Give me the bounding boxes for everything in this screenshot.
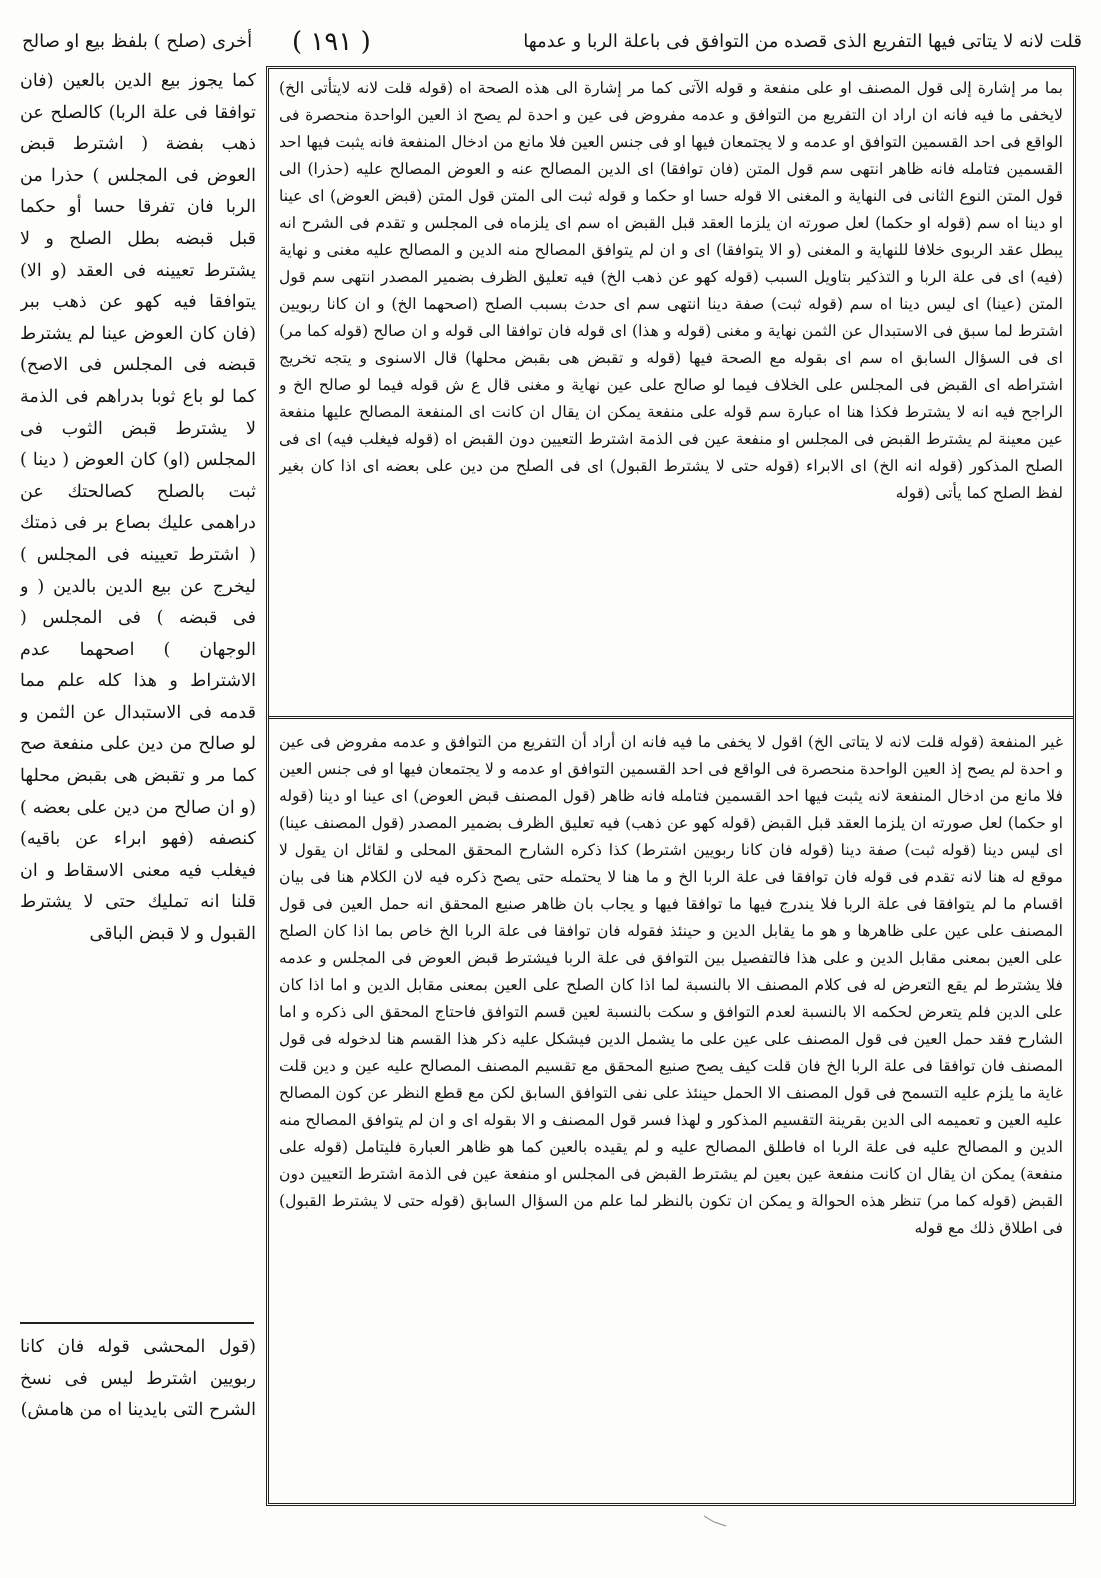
side-note-text: (قول المحشى قوله فان كانا ربويين اشترط ليس فى نسخ الشرح التى بايدينا اه من هامش) <box>20 1337 256 1421</box>
side-text: كما يجوز بيع الدين بالعين (فان توافقا فى علة الربا) كالصلح عن ذهب بفضة ( اشترط قبض العوض فى المجلس ) حذرا من الربا فان تفرقا حسا أو حكما قبل قبضه بطل الصلح و لا يشترط تعيينه فى العقد (و الا) يتوافقا فيه كهو عن ذهب ببر (فان كان العوض عينا لم يشترط قبضه فى المجلس فى الاصح) كما لو باع ثوبا بدراهم فى الذمة لا يشترط قبض الثوب فى المجلس (او) كان العوض ( دينا ) ثبت بالصلح كصالحتك عن دراهمى عليك بصاع بر فى ذمتك ( اشترط تعيينه فى المجلس ) ليخرج عن بيع الدين بالدين ( و فى قبضه ) فى المجلس ( الوجهان ) اصحهما عدم الاشتراط و هذا كله علم مما قدمه فى الاستبدال عن الثمن و لو صالح من دين على منفعة صح كما مر و تقبض هى بقبض محلها (و ان صالح من دين على بعضه ) كنصفه (فهو ابراء عن باقيه) فيغلب فيه معنى الاسقاط و ان قلنا انه تمليك حتى لا يشترط القبول و لا قبض الباقى <box>20 71 256 945</box>
page-header <box>22 22 1082 62</box>
side-catchword: أخرى (صلح ) بلفظ بيع او صالح <box>22 31 253 52</box>
page-number: ( ١٩١ ) <box>292 27 371 57</box>
commentary-block-upper <box>279 75 1063 707</box>
side-main-text <box>20 66 256 1306</box>
commentary-text-lower: غير المنفعة (قوله قلت لانه لا يتاتى الخ) اقول لا يخفى ما فيه فانه ان أراد أن التفريع من التوافق و عدمه مفروض فى عين و احدة لم يصح إذ العين الواحدة منحصرة فى الواقع فى احد القسمين التوافق او عدمه و لا يجتمعان فيها او فى جنس العين فلا مانع من ادخال المنفعة لانه يثبت فيها احد القسمين فتامله فانه ظاهر (قول المصنف قبض العوض) اى عينا او دينا (قوله او حكما) لعل صورته ان يلزما العقد قبل القبض (قوله كهو عن ذهب) فيه تعليق الظرف بضمير المصدر (قول المصنف عينا) اى ليس دينا (قوله ثبت) صفة دينا (قوله فان كانا ربويين اشترط) كذا ذكره الشارح المحقق المحلى و لقائل ان يقول لا موقع له هنا لانه تقدم فى قوله فان توافقا فى علة الربا الخ و ما هنا لا يحتمله حتى يصح ذكره فيه لان الكلام هنا فى بيان اقسام ما لم يتوافقا فى علة الربا فلا يندرج فيها ما توافقا فيها و يجاب بان ظاهر صنيع المحقق انه حمل العين فى قول المصنف على عين على ظاهرها و هو ما يقابل الدين و حينئذ فقوله فان توافقا فى علة الربا الخ خاص بما اذا كان الصلح على العين بمعنى مقابل الدين و على هذا فالتفصيل بين التوافق فى علة الربا فيشترط قبض العوض فى المجلس و عدمه فلا يشترط لم يقع التعرض له فى كلام المصنف الا بالنسبة لما اذا كان الصلح على العين بمعنى مقابل الدين و اما اذا كان على الدين فلم يتعرض لحكمه الا بالنسبة لعدم التوافق و سكت بالنسبة لعين قسم التوافق فاحتاج المحقق الى ذكره و اما الشارح فقد حمل العين فى قول المصنف على عين على ما يشمل الدين فيشكل عليه ذكر هذا القسم هنا لدخوله فى قول المصنف فان توافقا فى علة الربا الخ فان قلت كيف يصح صنيع المحقق مع تقسيم المصنف المصالح عليه عين و دين قلت غاية ما يلزم عليه التسمح فى قول المصنف الا الحمل حينئذ على نفى التوافق السابق لكن مع قطع النظر عن كون المصالح عليه العين و تعميمه الى الدين بقرينة التقسيم المذكور و لهذا فسر قول المصنف و الا بقوله اى و ان لم يتوافق المصالح منه الدين و المصالح عليه فى علة الربا اه فاطلق المصالح عليه و لم يقيده بالعين كما هو ظاهر العبارة فليتامل (قوله على منفعة) يمكن ان يقال ان كانت منفعة عين بعين لم يشترط القبض فى المجلس او منفعة عين فى الذمة اشترط التعيين دون القبض (قوله كما مر) تنظر هذه الحوالة و يمكن ان تكون بالنظر لما علم من السؤال السابق (قوله حتى لا يشترط القبول) فى اطلاق ذلك مع قوله <box>279 733 1063 1237</box>
block-divider <box>269 716 1073 719</box>
commentary-block-lower <box>279 729 1063 1499</box>
main-commentary-frame <box>266 66 1076 1506</box>
scan-smudge <box>700 1512 740 1532</box>
side-divider <box>20 1322 254 1324</box>
commentary-text-upper: بما مر إشارة إلى قول المصنف او على منفعة و قوله الآتى كما مر إشارة الى هذه الصحة اه (قوله قلت لانه لايتأتى الخ) لايخفى ما فيه فانه ان اراد ان التفريع من التوافق و عدمه مفروض فى عين و احدة لم يصح اذ العين الواحدة منحصرة فى الواقع فى احد القسمين التوافق او عدمه و لا يجتمعان فيها او فى جنس العين فلا مانع من ادخال المنفعة فانه يثبت فيها احد القسمين فتامله فانه ظاهر انتهى سم قول المتن (فان توافقا) اى الدين المصالح عنه و العوض المصالح عليه (حذرا) الى قول المتن النوع الثانى فى النهاية و المغنى الا قوله حسا او حكما و قوله ثبت الى المتن قول المتن (قبض العوض) اى عينا او دينا اه سم (قوله او حكما) لعل صورته ان يلزما العقد قبل القبض اه سم اى يلزماه فى المجلس و تقدم فى الشرح انه يبطل عقد الربوى خلافا للنهاية و المغنى (و الا يتوافقا) اى و ان لم يتوافق المصالح منه الدين و المصالح عليه مغنى و نهاية (فيه) اى فى علة الربا و التذكير بتاويل السبب (قوله كهو عن ذهب الخ) فيه تعليق الظرف بضمير المصدر انتهى سم قول المتن (عينا) اى ليس دينا اه سم (قوله ثبت) صفة دينا انتهى سم اى حدث بسبب الصلح (اصحهما الخ) و ان كانا ربويين اشترط لما سبق فى الاستبدال عن الثمن نهاية و مغنى (قوله و هذا) اى قوله فان توافقا الى قوله و ان صالح (قوله كما مر) اى فى السؤال السابق اه سم اى بقوله مع الصحة فيها (قوله و تقبض هى بقبض محلها) قال الاسنوى و يتجه تخريج اشتراطه اى القبض فى المجلس على الخلاف فيما لو صالح على عين نهاية و مغنى قال ع ش قوله فيما لو صالح الخ و الراجح فيه انه لا يشترط فكذا هنا اه عبارة سم قوله على منفعة يمكن ان يقال ان كانت اى المنفعة المصالح عليها منفعة عين معينة لم يشترط القبض فى المجلس او منفعة عين فى الذمة اشترط التعيين دون القبض اه (قوله فيغلب فيه) اى فى الصلح المذكور (قوله انه الخ) اى الابراء (قوله حتى لا يشترط القبول) اى فى الصلح من دين على بعضه اى اذا كان بغير لفظ الصلح كما يأتى (قوله <box>279 79 1063 502</box>
running-title: قلت لانه لا يتاتى فيها التفريع الذى قصده من التوافق فى باعلة الربا و عدمها <box>523 31 1082 52</box>
side-footnote <box>20 1332 256 1502</box>
